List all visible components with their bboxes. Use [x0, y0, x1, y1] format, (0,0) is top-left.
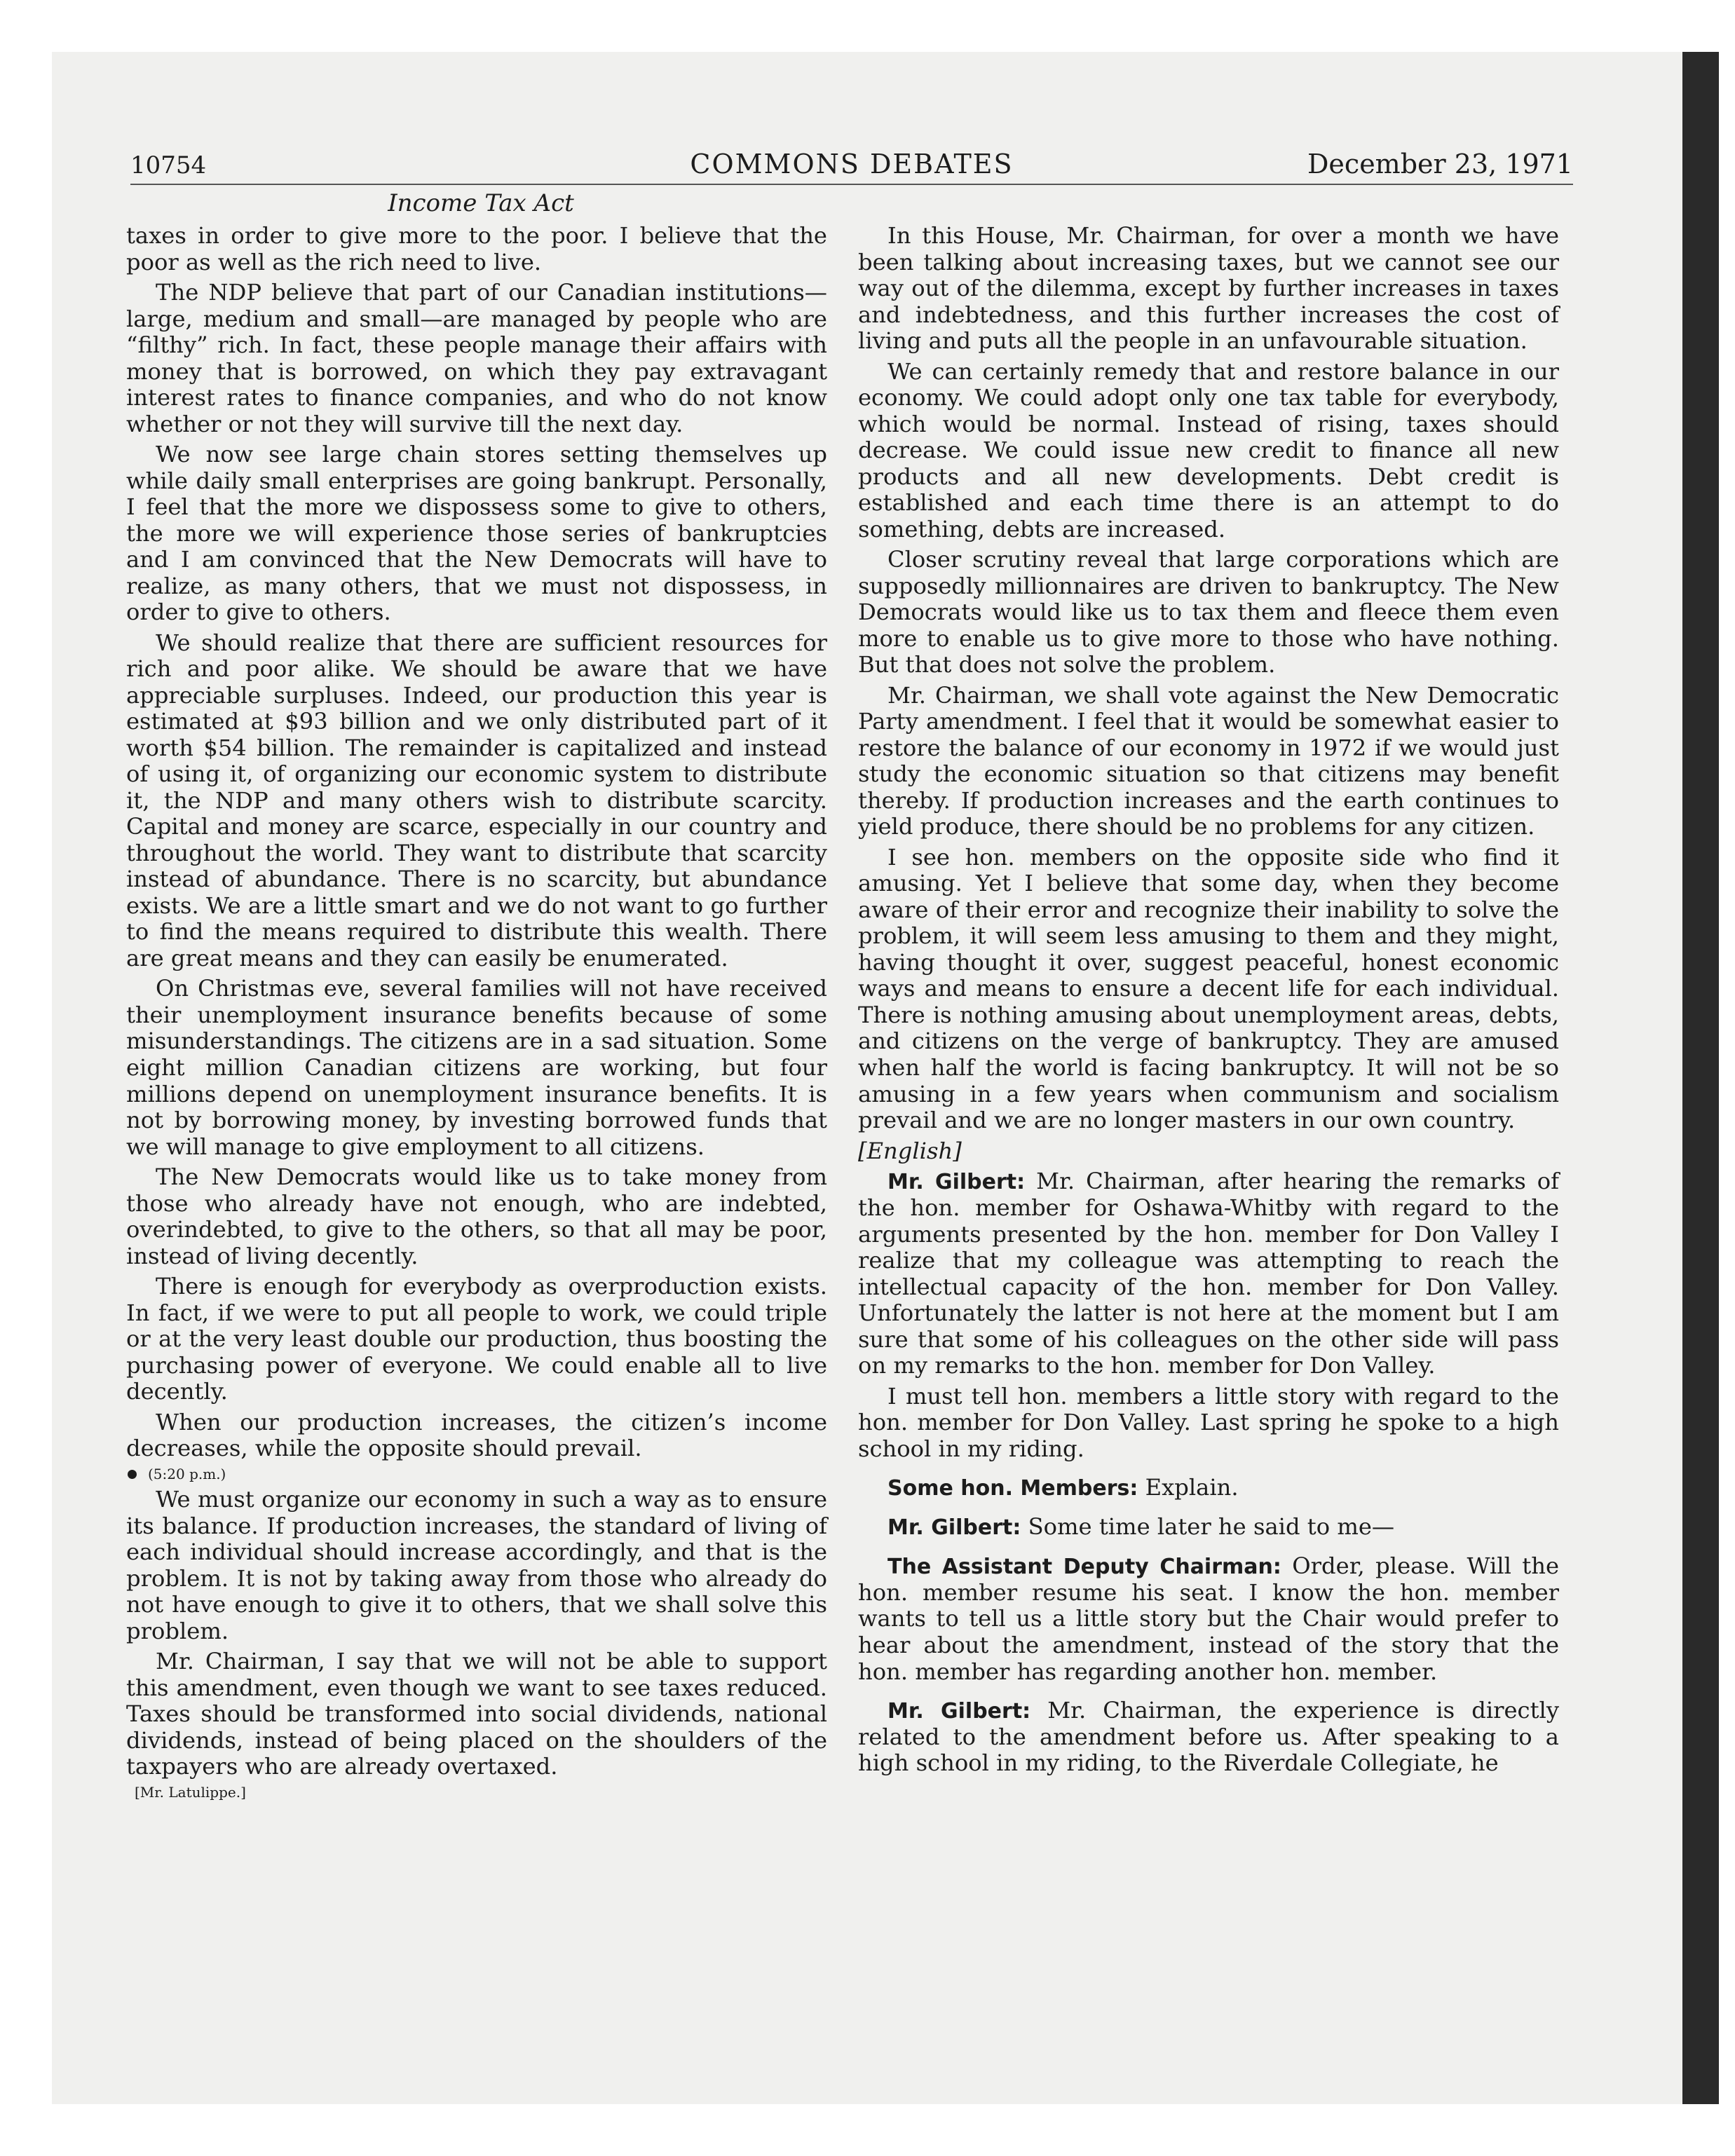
running-head	[130, 135, 1573, 185]
document-page	[52, 52, 1682, 2104]
speech-paragraph	[858, 1168, 1559, 1379]
paragraph: On Christmas eve, several families will not have received their unemployment insurance benefits because of some misunderstandings. The citizens are in a sad situation. Some eight million Canadian citizens are working, but four millions depend on unemployment insurance benefits. It is not by borrowing money, by investing borrowed funds that we will manage to give employment to all citizens.	[126, 975, 827, 1160]
speech-text: I must tell hon. members a little story with regard to the hon. member for Don Valley. Last spring he spoke to a high school in my riding.	[858, 1382, 1559, 1462]
speaker-name: Mr. Gilbert:	[887, 1170, 1026, 1195]
scan-edge	[1682, 52, 1719, 2104]
speech-paragraph	[858, 1553, 1559, 1685]
speech-paragraph	[858, 1384, 1559, 1463]
speaker-name: The Assistant Deputy Chairman:	[887, 1555, 1281, 1580]
journal-title: COMMONS DEBATES	[690, 149, 1014, 179]
speech-text: Mr. Chairman, the experience is directly related to the amendment before us. After speaking to a high school in my riding, to the Riverdale Collegiate, he	[858, 1697, 1559, 1777]
speech-text: Some time later he said to me—	[1021, 1513, 1395, 1541]
speaker-name: Mr. Gilbert:	[887, 1699, 1031, 1724]
paragraph: There is enough for everybody as overproduction exists. In fact, if we were to put all people to work, we could triple or at the very least double our production, thus boosting the purchasing power of everyone. We could enable all to live decently.	[126, 1273, 827, 1405]
speech-paragraph	[858, 1514, 1559, 1541]
time-stamp-text: (5:20 p.m.)	[148, 1465, 226, 1482]
paragraph: In this House, Mr. Chairman, for over a month we have been talking about increasing taxes, but we cannot see our way out of the dilemma, except by further increases in taxes and indebtedness, and this further increases the cost of living and puts all the people in an unfavourable situation.	[858, 222, 1559, 355]
paragraph: We now see large chain stores setting themselves up while daily small enterprises are going bankrupt. Personally, I feel that the more we dispossess some to give to others, the more we will experience those series of bankruptcies and I am convinced that the New Democrats will have to realize, as many others, that we must not dispossess, in order to give to others.	[126, 441, 827, 626]
issue-date: December 23, 1971	[1307, 149, 1573, 179]
speech-text: Mr. Chairman, after hearing the remarks of the hon. member for Oshawa-Whitby with regard to the arguments presented by the hon. member for Don Valley I realize that my colleague was attempting to reach the intellectual capacity of the hon. member for Don Valley. Unfortunately the latter is not here at the moment but I am sure that some of his colleagues on the other side will pass on my remarks to the hon. member for Don Valley.	[858, 1168, 1560, 1379]
paragraph: The NDP believe that part of our Canadian institutions—large, medium and small—are managed by people who are “filthy” rich. In fact, these people manage their affairs with money that is borrowed, on which they pay extravagant interest rates to finance companies, and who do not know whether or not they will survive till the next day.	[126, 279, 827, 437]
time-stamp	[126, 1466, 827, 1482]
paragraph: Closer scrutiny reveal that large corporations which are supposedly millionnaires are driven to bankruptcy. The New Democrats would like us to tax them and fleece them even more to enable us to give more to those who have nothing. But that does not solve the problem.	[858, 546, 1559, 678]
page-number: 10754	[130, 151, 207, 179]
speech-text: Explain.	[1138, 1474, 1239, 1501]
paragraph: We must organize our economy in such a way as to ensure its balance. If production increases, the standard of living of each individual should increase accordingly, and that is the problem. It is not by taking away from those who already do not have enough to give it to others, that we shall solve this problem.	[126, 1486, 827, 1644]
paragraph: We can certainly remedy that and restore balance in our economy. We could adopt only one tax table for everybody, which would be normal. Instead of rising, taxes should decrease. We could issue new credit to finance all new products and all new developments. Debt credit is established and each time there is an attempt to do something, debts are increased.	[858, 357, 1559, 543]
paragraph: taxes in order to give more to the poor. I believe that the poor as well as the rich need to live.	[126, 222, 827, 275]
speaker-name: Some hon. Members:	[887, 1476, 1138, 1501]
speaker-name: Mr. Gilbert:	[887, 1515, 1021, 1541]
speech-paragraph	[858, 1475, 1559, 1501]
speaker-attribution: [Mr. Latulippe.]	[135, 1783, 246, 1801]
paragraph: The New Democrats would like us to take money from those who already have not enough, who are indebted, overindebted, to give to the others, so that all may be poor, instead of living decently.	[126, 1164, 827, 1269]
section-title: Income Tax Act	[388, 189, 574, 217]
paragraph: I see hon. members on the opposite side who find it amusing. Yet I believe that some day, when they become aware of their error and recognize their inability to solve the problem, it will seem less amusing to them and they might, having thought it over, suggest peaceful, honest economic ways and means to ensure a decent life for each individual. There is nothing amusing about unemployment areas, debts, and citizens on the verge of bankruptcy. They are amused when half the world is facing bankruptcy. It will not be so amusing in a few years when communism and socialism prevail and we are no longer masters in our own country.	[858, 843, 1559, 1134]
language-tag: [English]	[858, 1137, 962, 1164]
paragraph: We should realize that there are sufficient resources for rich and poor alike. We should be aware that we have appreciable surpluses. Indeed, our production this year is estimated at $93 billion and we only distributed part of it worth $54 billion. The remainder is capitalized and instead of using it, of organizing our economic system to distribute it, the NDP and many others wish to distribute scarcity. Capital and money are scarce, especially in our country and throughout the world. They want to distribute that scarcity instead of abundance. There is no scarcity, but abundance exists. We are a little smart and we do not want to go further to find the means required to distribute this wealth. There are great means and they can easily be enumerated.	[126, 629, 827, 971]
right-column	[858, 223, 1559, 1781]
left-column	[126, 223, 827, 1805]
speech-text: Order, please. Will the hon. member resume his seat. I know the hon. member wants to tell us a little story but the Chair would prefer to hear about the amendment, instead of the story that the hon. member has regarding another hon. member.	[858, 1553, 1560, 1685]
bullet-icon	[128, 1470, 137, 1479]
paragraph: Mr. Chairman, we shall vote against the New Democratic Party amendment. I feel that it would be somewhat easier to restore the balance of our economy in 1972 if we would just study the economic situation so that citizens may benefit thereby. If production increases and the earth continues to yield produce, there should be no problems for any citizen.	[858, 681, 1559, 840]
paragraph: Mr. Chairman, I say that we will not be able to support this amendment, even though we want to see taxes reduced. Taxes should be transformed into social dividends, national dividends, instead of being placed on the shoulders of the taxpayers who are already overtaxed.	[126, 1648, 827, 1780]
speech-paragraph	[858, 1698, 1559, 1777]
paragraph: When our production increases, the citizen’s income decreases, while the opposite should prevail.	[126, 1408, 827, 1462]
